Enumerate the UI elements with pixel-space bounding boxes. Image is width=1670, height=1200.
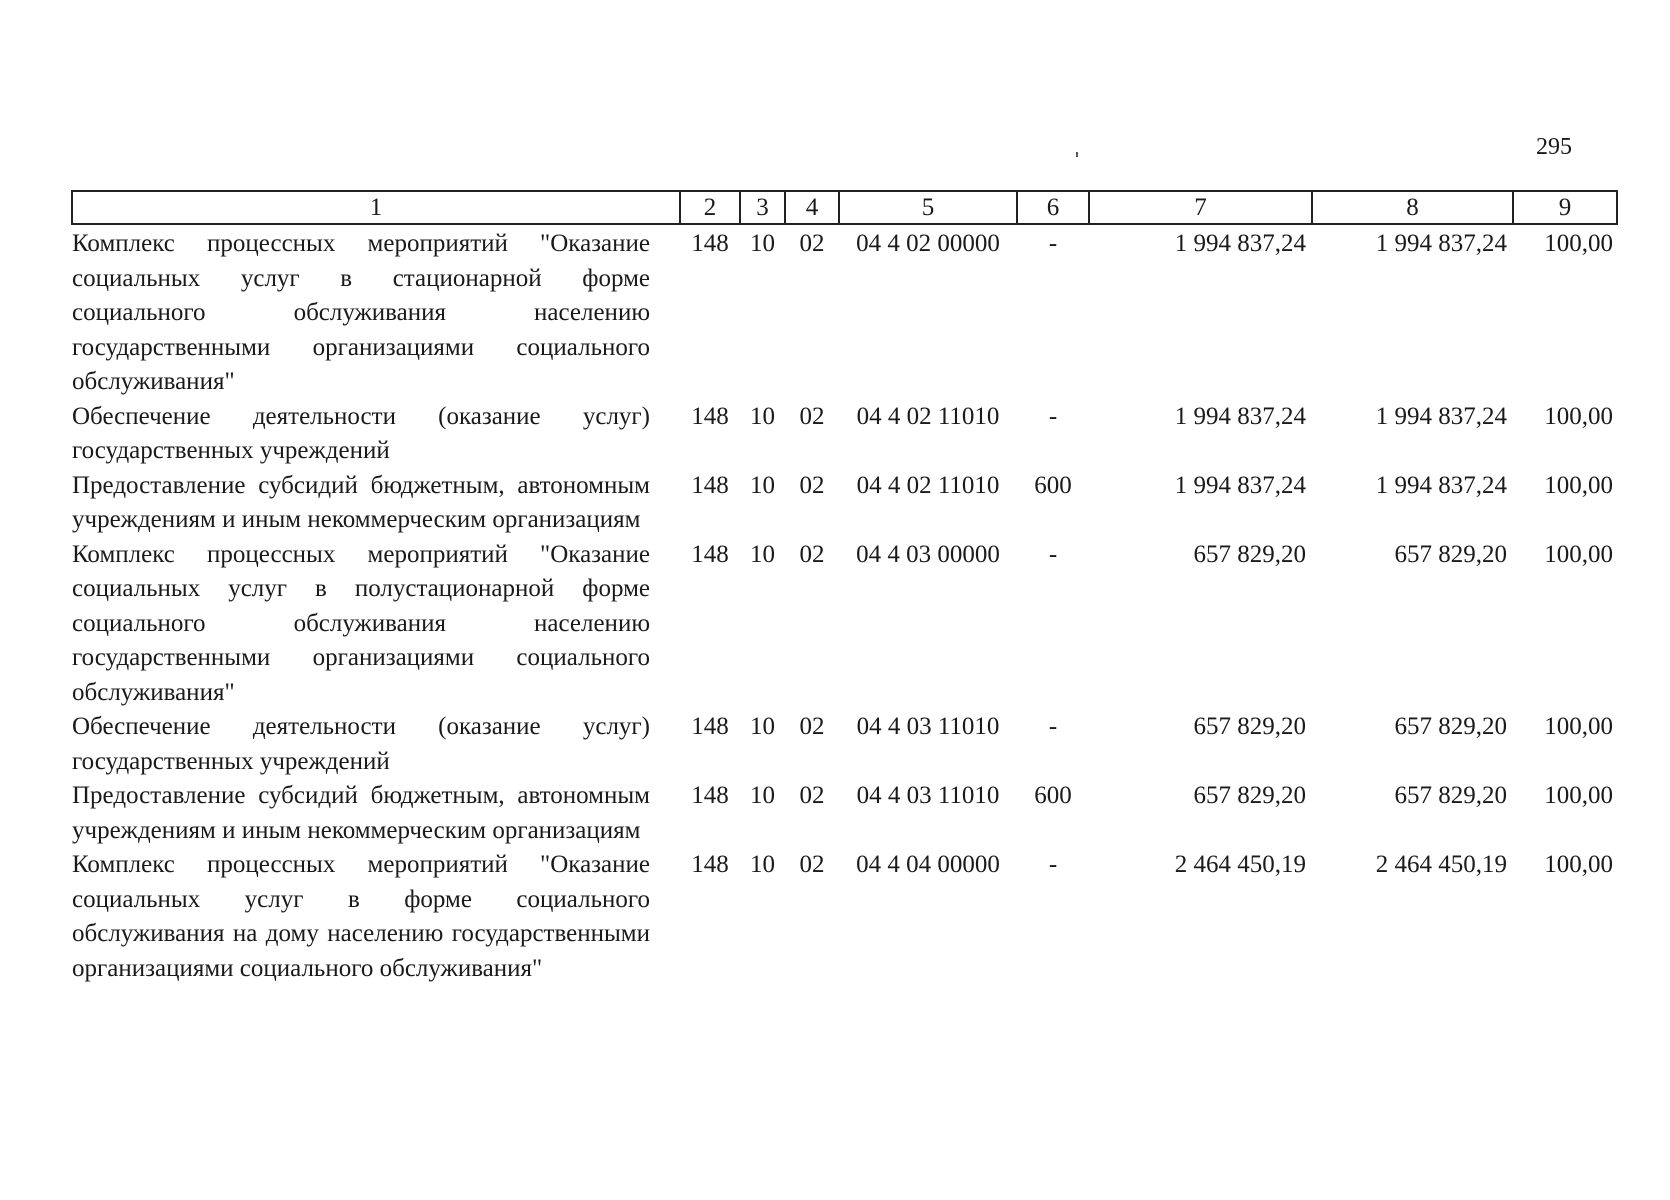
table-row (72, 224, 1617, 400)
row-code-expense-type: 600 (1034, 471, 1072, 499)
row-code-section: 10 (750, 713, 775, 740)
row-code-subsection: 02 (799, 782, 825, 809)
column-header-2: 2 (680, 191, 740, 224)
row-amount-planned: 1 994 837,24 (1174, 230, 1306, 257)
row-code-expense-type: - (1048, 540, 1058, 568)
column-header-8: 8 (1312, 191, 1513, 224)
row-percent: 100,00 (1544, 402, 1613, 430)
column-header-3: 3 (740, 191, 785, 224)
row-code-subsection: 02 (799, 713, 825, 740)
row-code-section: 10 (750, 782, 775, 809)
row-name: Комплекс процессных мероприятий "Оказание социальных услуг в стационарной форме социального обслуживания населению государственными организациями социального обслуживания" (72, 230, 650, 395)
row-code-section: 10 (750, 471, 775, 499)
row-percent: 100,00 (1544, 471, 1613, 499)
table-row (72, 848, 1617, 986)
table-row (72, 779, 1617, 848)
row-code-subsection: 02 (799, 540, 825, 568)
row-name: Обеспечение деятельности (оказание услуг) государственных учреждений (72, 402, 650, 464)
row-code-target: 04 4 03 11010 (856, 782, 1000, 809)
row-code-expense-type: - (1048, 713, 1058, 740)
row-code-subsection: 02 (799, 230, 825, 257)
row-code-ministry: 148 (691, 540, 729, 568)
row-code-target: 04 4 02 11010 (856, 402, 1000, 430)
row-amount-executed: 1 994 837,24 (1375, 471, 1507, 499)
row-code-section: 10 (750, 230, 775, 257)
row-percent: 100,00 (1544, 851, 1613, 878)
row-amount-executed: 1 994 837,24 (1375, 230, 1507, 257)
row-code-target: 04 4 03 00000 (856, 540, 1000, 568)
row-code-subsection: 02 (799, 471, 825, 499)
row-code-target: 04 4 04 00000 (856, 851, 1000, 878)
column-header-5: 5 (839, 191, 1017, 224)
row-code-expense-type: - (1048, 851, 1058, 878)
row-code-ministry: 148 (691, 471, 729, 499)
column-header-1: 1 (72, 191, 680, 224)
column-number-header-row (72, 191, 1617, 224)
row-code-section: 10 (750, 851, 775, 878)
row-name: Предоставление субсидий бюджетным, автономным учреждениям и иным некоммерческим организациям (72, 782, 650, 844)
row-name: Комплекс процессных мероприятий "Оказание социальных услуг в полустационарной форме социального обслуживания населению государственными организациями социального обслуживания" (72, 540, 650, 706)
row-amount-planned: 657 829,20 (1193, 713, 1306, 740)
row-code-section: 10 (750, 540, 775, 568)
row-code-target: 04 4 02 00000 (856, 230, 1000, 257)
row-code-ministry: 148 (691, 713, 729, 740)
row-amount-planned: 2 464 450,19 (1174, 851, 1306, 878)
budget-table (71, 190, 1618, 986)
table-row (72, 469, 1617, 538)
table-row (72, 400, 1617, 469)
column-header-4: 4 (785, 191, 839, 224)
row-percent: 100,00 (1544, 713, 1613, 740)
row-code-target: 04 4 03 11010 (856, 713, 1000, 740)
row-code-subsection: 02 (799, 851, 825, 878)
column-header-6: 6 (1017, 191, 1089, 224)
row-code-subsection: 02 (799, 402, 825, 430)
row-amount-planned: 1 994 837,24 (1174, 402, 1306, 430)
table-row (72, 538, 1617, 711)
row-name: Предоставление субсидий бюджетным, автономным учреждениям и иным некоммерческим организациям (72, 471, 650, 533)
row-amount-planned: 657 829,20 (1193, 540, 1306, 568)
scan-artifact-dot (1076, 152, 1078, 157)
row-amount-executed: 1 994 837,24 (1375, 402, 1507, 430)
row-code-ministry: 148 (691, 782, 729, 809)
row-amount-executed: 657 829,20 (1394, 713, 1507, 740)
column-header-9: 9 (1513, 191, 1617, 224)
row-amount-executed: 657 829,20 (1394, 782, 1507, 809)
row-amount-executed: 657 829,20 (1394, 540, 1507, 568)
row-code-ministry: 148 (691, 851, 729, 878)
row-amount-planned: 657 829,20 (1193, 782, 1306, 809)
row-percent: 100,00 (1544, 230, 1613, 257)
row-code-expense-type: - (1048, 230, 1058, 257)
row-code-ministry: 148 (691, 230, 729, 257)
column-header-7: 7 (1089, 191, 1312, 224)
row-amount-executed: 2 464 450,19 (1375, 851, 1507, 878)
row-amount-planned: 1 994 837,24 (1174, 471, 1306, 499)
table-row (72, 710, 1617, 779)
row-code-target: 04 4 02 11010 (856, 471, 1000, 499)
row-name: Комплекс процессных мероприятий "Оказание социальных услуг в форме социального обслуживания на дому населению государственными организациями социального обслуживания" (72, 851, 650, 982)
row-name: Обеспечение деятельности (оказание услуг) государственных учреждений (72, 713, 650, 775)
row-percent: 100,00 (1544, 782, 1613, 809)
row-code-expense-type: - (1048, 402, 1058, 430)
row-code-section: 10 (750, 402, 775, 430)
row-percent: 100,00 (1544, 540, 1613, 568)
row-code-ministry: 148 (691, 402, 729, 430)
row-code-expense-type: 600 (1034, 782, 1072, 809)
page-number: 295 (1536, 134, 1572, 160)
